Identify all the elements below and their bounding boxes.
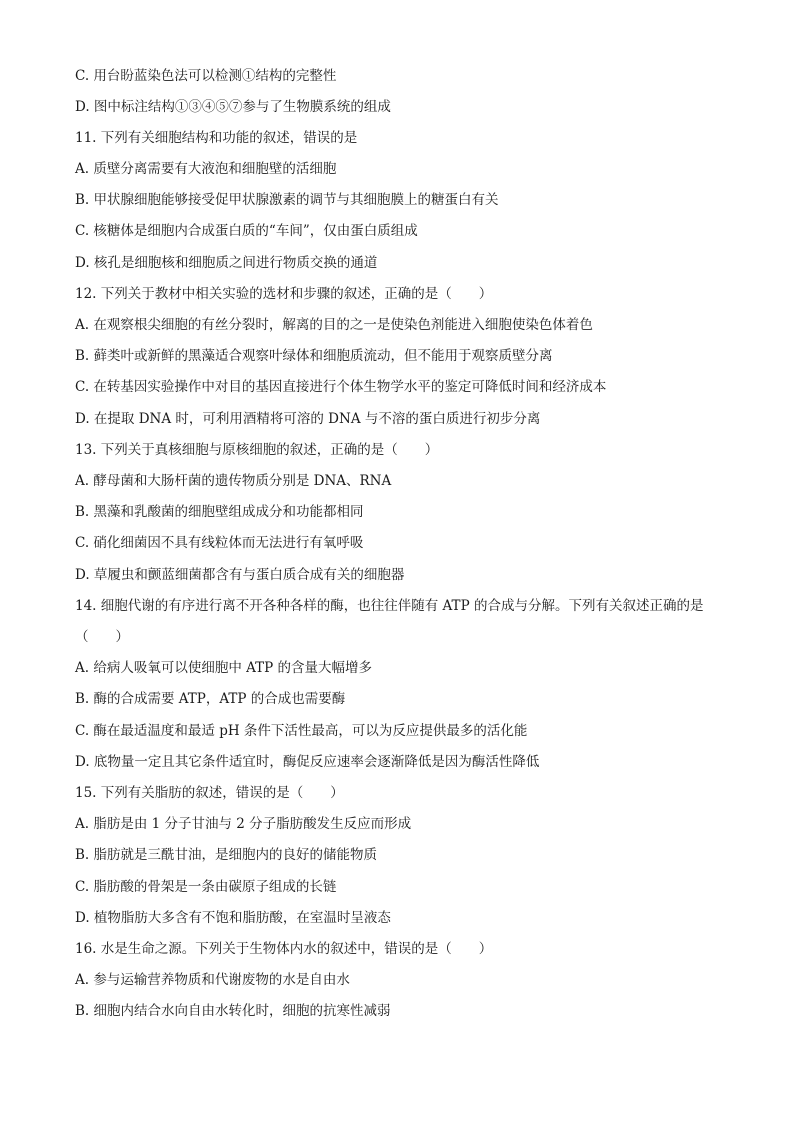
option-10c: C. 用台盼蓝染色法可以检测①结构的完整性 <box>75 68 337 84</box>
option-15c: C. 脂肪酸的骨架是一条由碳原子组成的长链 <box>75 879 337 895</box>
option-15a: A. 脂肪是由 1 分子甘油与 2 分子脂肪酸发生反应而形成 <box>75 816 412 832</box>
option-13d: D. 草履虫和颤蓝细菌都含有与蛋白质合成有关的细胞器 <box>75 567 405 583</box>
option-16b: B. 细胞内结合水向自由水转化时，细胞的抗寒性减弱 <box>75 1003 391 1019</box>
question-14-stem: 14. 细胞代谢的有序进行离不开各种各样的酶，也往往伴随有 ATP 的合成与分解。下列有关叙述正确的是 <box>75 598 704 614</box>
question-16-stem: 16. 水是生命之源。下列关于生物体内水的叙述中，错误的是（ ） <box>75 941 493 957</box>
option-11c: C. 核糖体是细胞内合成蛋白质的“车间”，仅由蛋白质组成 <box>75 223 418 239</box>
option-14c: C. 酶在最适温度和最适 pH 条件下活性最高，可以为反应提供最多的活化能 <box>75 723 528 739</box>
option-11a: A. 质壁分离需要有大液泡和细胞壁的活细胞 <box>75 161 337 177</box>
option-14d: D. 底物量一定且其它条件适宜时，酶促反应速率会逐渐降低是因为酶活性降低 <box>75 754 540 770</box>
option-10d: D. 图中标注结构①③④⑤⑦参与了生物膜系统的组成 <box>75 99 391 115</box>
option-14a: A. 给病人吸氧可以使细胞中 ATP 的含量大幅增多 <box>75 660 373 676</box>
question-12-stem: 12. 下列关于教材中相关实验的选材和步骤的叙述，正确的是（ ） <box>75 286 493 302</box>
option-11d: D. 核孔是细胞核和细胞质之间进行物质交换的通道 <box>75 255 378 271</box>
question-15-stem: 15. 下列有关脂肪的叙述，错误的是（ ） <box>75 785 344 801</box>
option-13b: B. 黑藻和乳酸菌的细胞壁组成成分和功能都相同 <box>75 504 364 520</box>
option-12c: C. 在转基因实验操作中对目的基因直接进行个体生物学水平的鉴定可降低时间和经济成本 <box>75 379 607 395</box>
option-12a: A. 在观察根尖细胞的有丝分裂时，解离的目的之一是使染色剂能进入细胞使染色体着色 <box>75 317 593 333</box>
option-15d: D. 植物脂肪大多含有不饱和脂肪酸，在室温时呈液态 <box>75 910 391 926</box>
option-13c: C. 硝化细菌因不具有线粒体而无法进行有氧呼吸 <box>75 535 364 551</box>
option-11b: B. 甲状腺细胞能够接受促甲状腺激素的调节与其细胞膜上的糖蛋白有关 <box>75 192 499 208</box>
question-11-stem: 11. 下列有关细胞结构和功能的叙述，错误的是 <box>75 130 358 146</box>
question-14-stem-continued: （ ） <box>75 629 129 645</box>
question-13-stem: 13. 下列关于真核细胞与原核细胞的叙述，正确的是（ ） <box>75 442 439 458</box>
option-15b: B. 脂肪就是三酰甘油，是细胞内的良好的储能物质 <box>75 847 378 863</box>
option-12b: B. 藓类叶或新鲜的黑藻适合观察叶绿体和细胞质流动，但不能用于观察质壁分离 <box>75 348 553 364</box>
option-13a: A. 酵母菌和大肠杆菌的遗传物质分别是 DNA、RNA <box>75 473 392 489</box>
option-16a: A. 参与运输营养物质和代谢废物的水是自由水 <box>75 972 350 988</box>
option-14b: B. 酶的合成需要 ATP，ATP 的合成也需要酶 <box>75 691 346 707</box>
option-12d: D. 在提取 DNA 时，可利用酒精将可溶的 DNA 与不溶的蛋白质进行初步分离 <box>75 411 541 427</box>
